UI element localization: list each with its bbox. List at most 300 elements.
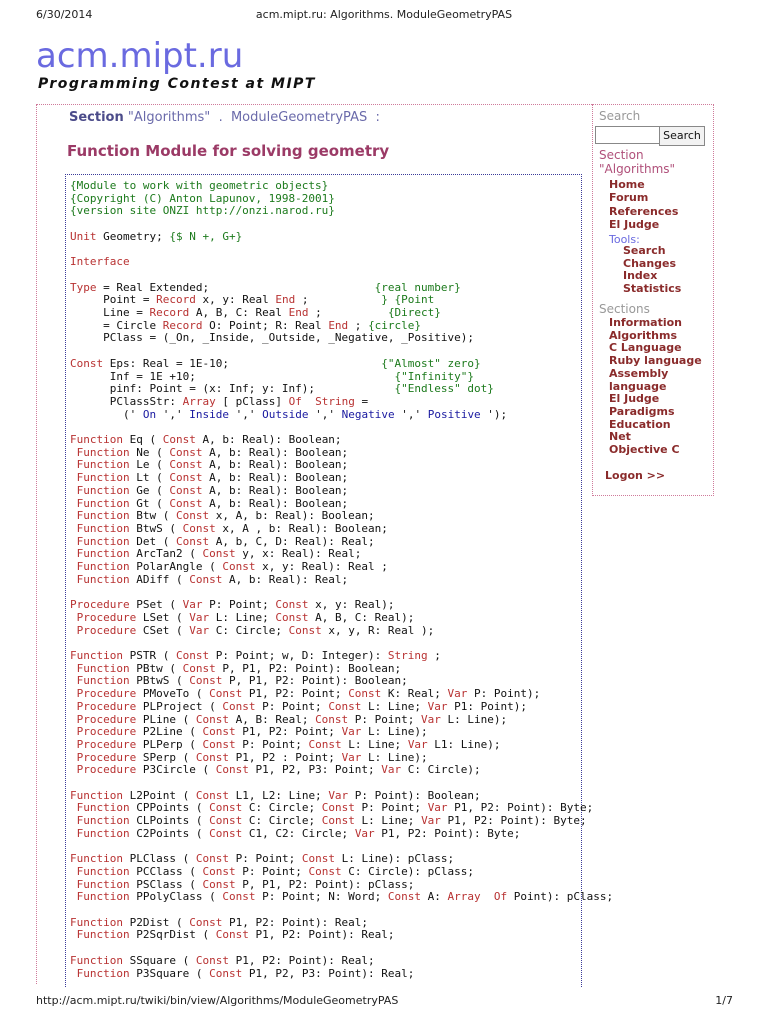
- code-keyword: Of: [288, 394, 302, 408]
- sidebar-link[interactable]: Home: [609, 178, 645, 191]
- code-comment: {circle}: [368, 318, 422, 332]
- code-token: Inf = 1E +10;: [70, 369, 395, 383]
- code-keyword: Const: [169, 496, 203, 510]
- code-keyword: Var: [328, 788, 349, 802]
- code-keyword: Const: [195, 712, 229, 726]
- code-line: [70, 954, 375, 967]
- code-keyword: Const: [215, 928, 249, 942]
- code-token: PLClass (: [122, 852, 196, 866]
- code-keyword: Procedure: [70, 737, 137, 751]
- code-keyword: Procedure: [70, 712, 137, 726]
- code-keyword: Const: [222, 890, 256, 904]
- code-token: P, P1, P2: Point): Boolean;: [215, 661, 402, 675]
- code-token: ',': [228, 407, 263, 421]
- code-line: [70, 458, 348, 471]
- sidebar-search-title: Search: [599, 109, 641, 123]
- code-token: (': [70, 407, 143, 421]
- code-token: P2Line (: [136, 725, 203, 739]
- code-comment: {version site ONZI http://onzi.narod.ru}: [70, 204, 335, 218]
- code-token: PSTR (: [122, 649, 176, 663]
- sidebar-link[interactable]: Forum: [609, 191, 649, 205]
- sidebar-section-link[interactable]: Net: [609, 430, 631, 444]
- sidebar-tool-link[interactable]: Changes: [623, 256, 677, 270]
- code-keyword: Function: [70, 953, 123, 967]
- code-line: [70, 560, 388, 573]
- code-keyword: Const: [202, 864, 236, 878]
- code-token: P: Point; w, D: Integer):: [209, 649, 388, 663]
- code-keyword: Function: [70, 915, 123, 929]
- code-keyword: Var: [189, 610, 210, 624]
- code-token: L: Line);: [440, 712, 508, 726]
- sidebar-section-link[interactable]: language: [609, 379, 667, 393]
- code-string: Negative: [341, 407, 395, 421]
- code-token: P2Dist (: [122, 915, 190, 929]
- code-token: A:: [421, 890, 448, 904]
- code-line: [70, 789, 481, 802]
- code-token: SSquare (: [122, 953, 196, 967]
- code-keyword: Const: [169, 445, 203, 459]
- code-string: Positive: [427, 407, 481, 421]
- code-line: [70, 433, 342, 446]
- code-keyword: Var: [447, 687, 468, 701]
- code-keyword: Function: [70, 547, 130, 561]
- code-keyword: String: [315, 394, 355, 408]
- code-token: x, y: Real): Real ;: [255, 560, 388, 574]
- sidebar-tool-link[interactable]: Search: [623, 244, 666, 257]
- code-line: [70, 382, 494, 395]
- code-token: C: Circle;: [209, 623, 289, 637]
- code-token: P1, P2 : Point;: [228, 750, 342, 764]
- code-keyword: Const: [222, 699, 256, 713]
- code-keyword: Function: [70, 445, 130, 459]
- sidebar-tool-link[interactable]: Index: [623, 269, 658, 282]
- code-keyword: Const: [321, 814, 355, 828]
- code-keyword: Const: [169, 483, 203, 497]
- code-token: P, P1, P2: Point): Boolean;: [222, 674, 408, 688]
- code-keyword: Var: [182, 598, 203, 612]
- code-token: P1, P2: Point): Byte;: [374, 826, 521, 840]
- code-keyword: Function: [70, 674, 130, 688]
- code-token: = Real Extended;: [96, 280, 375, 294]
- breadcrumb: [69, 110, 380, 125]
- code-token: x, y: Real: [195, 293, 276, 307]
- code-token: ');: [480, 407, 508, 421]
- site-title-link[interactable]: acm.mipt.ru: [36, 36, 244, 76]
- code-keyword: Interface: [70, 255, 130, 269]
- code-token: P: Point;: [354, 801, 428, 815]
- code-token: P: Point; N: Word;: [255, 890, 388, 904]
- code-token: CPPoints (: [129, 801, 210, 815]
- code-keyword: Const: [189, 915, 223, 929]
- sidebar-section-links: [609, 178, 678, 231]
- code-token: P1, P2: Point): Real;: [248, 928, 395, 942]
- code-token: A, b: Real): Boolean;: [202, 471, 349, 485]
- code-keyword: End: [275, 293, 296, 307]
- code-keyword: Procedure: [70, 623, 137, 637]
- code-keyword: Function: [70, 864, 130, 878]
- code-keyword: Function: [70, 572, 130, 586]
- code-keyword: Const: [288, 623, 322, 637]
- code-keyword: Const: [169, 458, 203, 472]
- code-keyword: Const: [175, 509, 210, 523]
- code-token: L: Line): pClass;: [334, 852, 455, 866]
- code-token: PPolyClass (: [129, 890, 223, 904]
- code-token: Lt (: [129, 471, 170, 485]
- code-keyword: Const: [189, 674, 223, 688]
- code-line: [70, 535, 375, 548]
- code-token: ;: [427, 649, 441, 663]
- code-keyword: Function: [70, 814, 130, 828]
- code-keyword: Function: [70, 801, 130, 815]
- code-token: P1, P2: Point;: [242, 687, 349, 701]
- code-token: P1, P2: Point): Real;: [228, 953, 375, 967]
- code-keyword: Const: [182, 661, 216, 675]
- code-token: L: Line;: [341, 737, 408, 751]
- code-comment: {$ N +, G+}: [169, 229, 243, 243]
- code-line: [70, 928, 395, 941]
- code-token: PLProject (: [136, 699, 223, 713]
- code-token: L: Line;: [354, 814, 422, 828]
- code-line: [70, 573, 348, 586]
- code-keyword: Function: [70, 560, 130, 574]
- code-token: P1, P2, P3: Point;: [248, 763, 382, 777]
- code-keyword: Const: [202, 547, 236, 561]
- code-keyword: Var: [427, 699, 448, 713]
- sidebar-section-link[interactable]: Paradigms: [609, 404, 675, 418]
- code-keyword: Procedure: [70, 725, 137, 739]
- sidebar-section-link[interactable]: C Language: [609, 341, 682, 355]
- code-line: [70, 725, 428, 738]
- breadcrumb-section-link[interactable]: "Algorithms": [127, 110, 211, 125]
- sidebar-tools-links: [623, 245, 681, 295]
- code-keyword: Function: [70, 928, 130, 942]
- code-line: [70, 319, 421, 332]
- code-token: C: Circle;: [242, 801, 322, 815]
- sidebar-sections-title: Sections: [599, 302, 650, 316]
- code-line: [70, 446, 348, 459]
- code-keyword: Record: [149, 306, 190, 320]
- code-token: PCClass (: [129, 864, 203, 878]
- code-token: A, b: Real): Boolean;: [202, 445, 349, 459]
- code-token: PBtw (: [129, 661, 183, 675]
- code-line: [70, 852, 454, 865]
- code-keyword: Var: [354, 826, 375, 840]
- code-token: L: Line);: [361, 750, 428, 764]
- code-token: Eps: Real = 1E-10;: [103, 356, 382, 370]
- code-line: [70, 471, 348, 484]
- code-token: x, y, R: Real );: [321, 623, 435, 637]
- page-title: Function Module for solving geometry: [67, 142, 390, 160]
- code-token: Gt (: [129, 496, 170, 510]
- code-keyword: Const: [162, 433, 196, 447]
- search-button[interactable]: Search: [659, 126, 705, 146]
- code-token: ;: [348, 318, 369, 332]
- code-token: K: Real;: [381, 687, 448, 701]
- code-line: [70, 674, 408, 687]
- search-input[interactable]: [595, 126, 663, 144]
- code-line: [70, 357, 481, 370]
- code-keyword: Const: [202, 725, 236, 739]
- code-keyword: Const: [209, 801, 243, 815]
- code-comment: {"Almost" zero}: [381, 356, 481, 370]
- sidebar-section-heading: [599, 148, 675, 176]
- code-keyword: Const: [202, 877, 236, 891]
- code-line: [70, 611, 414, 624]
- code-token: A, B, C: Real: [189, 306, 289, 320]
- code-line: [70, 598, 395, 611]
- code-line: [70, 700, 527, 713]
- code-token: A, b: Real): Boolean;: [195, 433, 342, 447]
- code-token: SPerp (: [136, 750, 196, 764]
- sidebar-section-link[interactable]: El Judge: [609, 392, 660, 406]
- code-token: P: Point;: [235, 737, 309, 751]
- main-top-border: [37, 104, 592, 105]
- print-footer: [0, 990, 768, 1020]
- code-token: [481, 890, 494, 903]
- code-keyword: Function: [70, 471, 130, 485]
- code-token: PLine (: [136, 712, 196, 726]
- sidebar-section-link[interactable]: Ruby language: [609, 354, 702, 368]
- code-token: P2SqrDist (: [129, 928, 216, 942]
- breadcrumb-page-link[interactable]: ModuleGeometryPAS: [230, 110, 368, 125]
- code-keyword: Record: [162, 318, 203, 332]
- code-keyword: Const: [308, 737, 342, 751]
- code-keyword: Const: [328, 699, 362, 713]
- code-token: = Circle: [70, 318, 163, 332]
- code-token: Eq (: [122, 433, 163, 447]
- code-keyword: Const: [215, 763, 249, 777]
- code-token: PMoveTo (: [136, 687, 210, 701]
- sidebar-section-link[interactable]: Algorithms: [609, 328, 678, 342]
- sidebar-link[interactable]: References: [609, 204, 679, 218]
- code-keyword: String: [387, 649, 428, 663]
- code-keyword: Function: [70, 877, 130, 891]
- code-token: P1, P2: Point): Byte;: [447, 801, 594, 815]
- code-comment: {Direct}: [387, 306, 441, 320]
- code-keyword: Const: [175, 649, 210, 663]
- code-token: Ge (: [129, 483, 170, 497]
- code-token: L1, L2: Line;: [228, 788, 329, 802]
- code-token: Point =: [70, 293, 157, 307]
- code-token: L: Line;: [361, 699, 428, 713]
- code-line: [70, 878, 414, 891]
- code-token: Line =: [70, 306, 150, 320]
- code-token: P3Circle (: [136, 763, 216, 777]
- code-token: PClass = (_On, _Inside, _Outside, _Negative, _Positive);: [70, 331, 474, 345]
- code-keyword: Var: [421, 712, 441, 726]
- code-keyword: Unit: [70, 229, 97, 243]
- code-token: PSet (: [129, 598, 183, 612]
- code-token: PLPerp (: [136, 737, 203, 751]
- code-block: [65, 174, 614, 987]
- code-line: [70, 865, 474, 878]
- code-keyword: End: [328, 318, 349, 332]
- code-token: A, b: Real): Boolean;: [202, 458, 349, 472]
- code-token: Btw (: [129, 509, 176, 523]
- code-token: ',': [156, 407, 190, 421]
- code-token: A, b, C, D: Real): Real;: [209, 534, 375, 548]
- code-keyword: Function: [70, 458, 130, 472]
- code-line: [70, 522, 388, 535]
- code-line: [70, 814, 587, 827]
- code-token: L2Point (: [122, 788, 196, 802]
- sidebar-tools-label: Tools:: [609, 233, 640, 246]
- code-token: BtwS (: [129, 521, 183, 535]
- code-keyword: Const: [308, 864, 342, 878]
- code-keyword: Procedure: [70, 687, 137, 701]
- breadcrumb-separator: .: [218, 110, 223, 125]
- sidebar-section-link[interactable]: Objective C: [609, 443, 680, 457]
- code-line: [70, 293, 434, 306]
- code-keyword: Var: [189, 623, 210, 637]
- code-keyword: Procedure: [70, 763, 137, 777]
- code-line: [70, 204, 335, 217]
- code-token: PSClass (: [129, 877, 203, 891]
- code-token: ADiff (: [129, 572, 190, 586]
- code-token: =: [354, 394, 369, 408]
- code-comment: {Module to work with geometric objects}: [70, 179, 329, 192]
- code-keyword: Const: [209, 966, 243, 980]
- code-keyword: Function: [70, 661, 130, 675]
- code-token: P: Point;: [202, 598, 276, 612]
- code-token: P: Point);: [467, 687, 541, 701]
- code-keyword: Var: [341, 750, 362, 764]
- code-keyword: Const: [195, 788, 229, 802]
- code-line: [70, 967, 414, 980]
- code-line: [70, 916, 368, 929]
- code-keyword: Const: [70, 356, 104, 370]
- code-keyword: Const: [195, 750, 229, 764]
- code-token: C: Circle;: [242, 814, 322, 828]
- sidebar-sections-links: [609, 317, 702, 457]
- code-keyword: Const: [275, 598, 309, 612]
- code-keyword: Function: [70, 483, 130, 497]
- code-keyword: Const: [182, 521, 216, 535]
- code-line: [70, 827, 520, 840]
- code-keyword: Const: [175, 534, 210, 548]
- code-token: CSet (: [136, 623, 190, 637]
- sidebar-link[interactable]: El Judge: [609, 217, 660, 231]
- code-token: P1, P2: Point): Real;: [222, 915, 369, 929]
- sidebar: [592, 104, 714, 496]
- code-line: [70, 547, 361, 560]
- code-keyword: Const: [222, 560, 256, 574]
- code-token: L1: Line);: [427, 737, 501, 751]
- logon-link[interactable]: Logon >>: [605, 469, 666, 482]
- code-token: A, b: Real): Boolean;: [202, 483, 349, 497]
- sidebar-tool-link[interactable]: Statistics: [623, 281, 682, 295]
- code-keyword: Function: [70, 509, 130, 523]
- code-comment: {real number}: [374, 280, 461, 294]
- code-keyword: Const: [195, 852, 229, 866]
- code-token: LSet (: [136, 610, 190, 624]
- code-string: On: [142, 407, 157, 421]
- code-token: Ne (: [129, 445, 170, 459]
- code-token: Le (: [129, 458, 170, 472]
- code-token: x, y: Real);: [308, 598, 395, 612]
- code-line: [70, 192, 335, 205]
- code-keyword: Function: [70, 521, 130, 535]
- code-keyword: Procedure: [70, 598, 130, 612]
- code-token: CLPoints (: [129, 814, 210, 828]
- sidebar-section-link[interactable]: Assembly: [609, 366, 669, 380]
- code-keyword: Procedure: [70, 699, 137, 713]
- code-keyword: Const: [275, 610, 309, 624]
- code-keyword: Of: [493, 890, 508, 904]
- code-line: [70, 713, 507, 726]
- code-token: L: Line;: [209, 610, 276, 624]
- sidebar-section-link[interactable]: Information: [609, 316, 682, 329]
- code-keyword: Array: [182, 394, 216, 408]
- code-line: [70, 281, 461, 294]
- code-token: PClassStr:: [70, 394, 183, 408]
- code-keyword: Array: [447, 890, 481, 904]
- code-line: [70, 649, 441, 662]
- code-token: P: Point): Boolean;: [348, 788, 481, 802]
- code-line: [70, 497, 348, 510]
- code-line: [70, 738, 501, 751]
- code-comment: {Copyright (C) Anton Lapunov, 1998-2001}: [70, 191, 335, 205]
- code-line: [70, 890, 613, 903]
- code-token: C2Points (: [129, 826, 210, 840]
- code-token: C1, C2: Circle;: [242, 826, 355, 840]
- print-page-title: acm.mipt.ru: Algorithms. ModuleGeometryPAS: [255, 8, 513, 21]
- code-token: ;: [295, 293, 382, 307]
- code-token: ',': [308, 407, 342, 421]
- code-keyword: Var: [381, 763, 402, 777]
- code-token: ArcTan2 (: [129, 547, 203, 561]
- code-string: Outside: [262, 407, 309, 421]
- code-line: [70, 179, 328, 192]
- code-keyword: Var: [407, 737, 428, 751]
- code-comment: {"Infinity"}: [394, 369, 474, 383]
- code-token: O: Point; R: Real: [202, 318, 329, 332]
- code-token: PBtwS (: [129, 674, 190, 688]
- code-line: [70, 370, 474, 383]
- code-token: P1, P2: Point): Byte;: [440, 814, 587, 828]
- code-line: [70, 687, 540, 700]
- code-keyword: Var: [341, 725, 362, 739]
- code-keyword: Const: [189, 572, 223, 586]
- code-token: ',': [394, 407, 428, 421]
- code-keyword: Const: [321, 801, 355, 815]
- code-line: [70, 484, 348, 497]
- code-token: P3Square (: [129, 966, 210, 980]
- code-token: Geometry;: [96, 229, 170, 243]
- sidebar-section-link[interactable]: Education: [609, 417, 671, 431]
- code-string: Inside: [189, 407, 229, 421]
- code-keyword: Const: [195, 953, 229, 967]
- code-line: [70, 395, 368, 408]
- code-token: Point): pClass;: [507, 890, 614, 904]
- code-token: P1: Point);: [447, 699, 528, 713]
- code-token: L: Line);: [361, 725, 428, 739]
- code-token: P: Point;: [235, 864, 309, 878]
- code-token: A, B: Real;: [228, 712, 316, 726]
- code-line: [70, 751, 428, 764]
- code-keyword: Var: [421, 814, 441, 828]
- code-token: ;: [308, 306, 388, 320]
- code-keyword: Const: [348, 687, 382, 701]
- code-keyword: Var: [427, 801, 448, 815]
- code-line: [70, 509, 375, 522]
- code-token: P: Point;: [228, 852, 302, 866]
- code-line: [70, 763, 481, 776]
- print-page-count: 1/7: [715, 994, 733, 1007]
- code-token: x, A, b: Real): Boolean;: [209, 509, 375, 523]
- code-keyword: Function: [70, 890, 130, 904]
- code-token: A, b: Real): Boolean;: [202, 496, 349, 510]
